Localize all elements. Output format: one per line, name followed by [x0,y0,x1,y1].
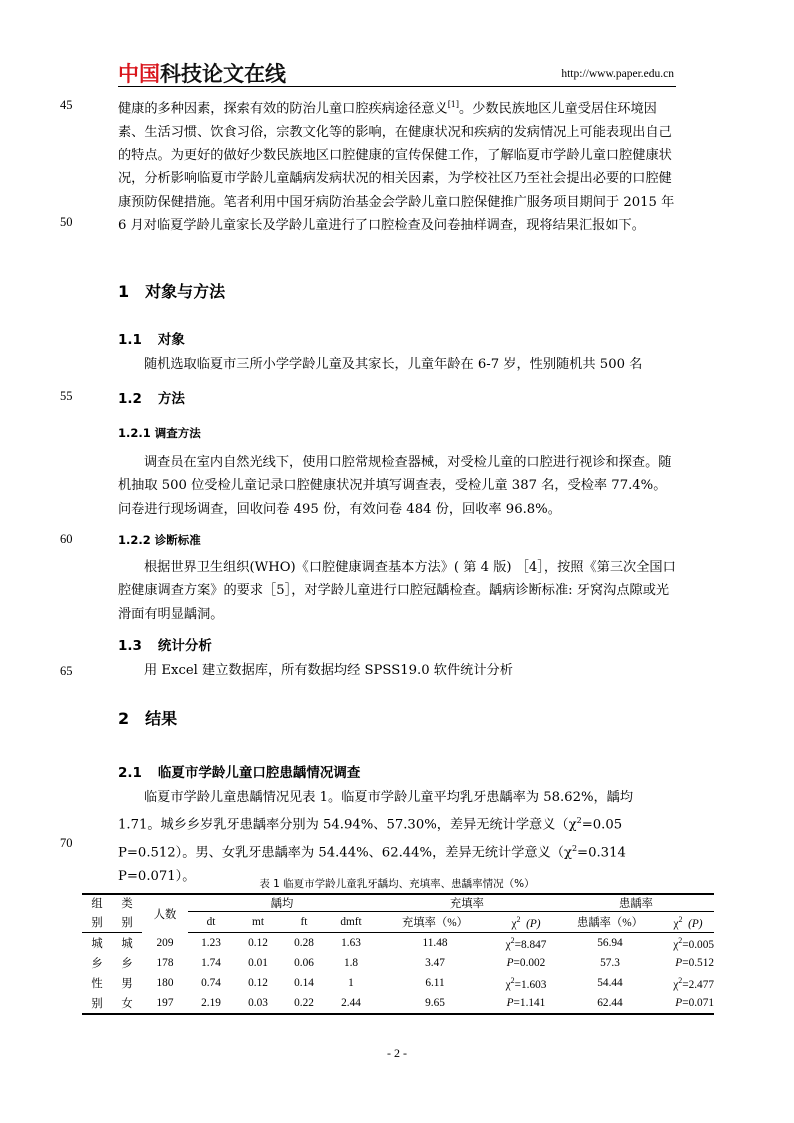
section-1-2-heading [118,387,185,407]
superscript: 2 [516,914,521,924]
page-header [118,56,676,87]
superscript: 2 [510,935,515,945]
stat-value: =8.847 [514,938,547,951]
cell-count: 209 [156,936,174,949]
results-text-c: =0.314 P=0.071）。 [118,845,626,884]
cell-group: 乡 [91,958,103,970]
section-1-3-heading [118,634,212,654]
section-1-1-paragraph: 随机选取临夏市三所小学学龄儿童及其家长，儿童年龄在 6-7 岁，性别随机共 500 名 [144,357,643,372]
stat-symbol: χ [505,978,511,991]
stat-value: =1.141 [513,997,546,1009]
header-rate-pct: 患龋率（%） [558,912,662,933]
section-number: 1.3 [118,638,142,654]
stat-symbol: P [506,997,514,1009]
section-number: 1.2.1 [118,426,151,440]
section-2-1-paragraph [118,786,678,888]
header-chi-fill [494,912,558,933]
section-title: 结果 [145,709,178,728]
cell-group: 城 [91,938,103,950]
intro-text-a: 健康的多种因素，探索有效的防治儿童口腔疾病途径意义 [118,101,448,117]
section-number: 1.1 [118,332,142,348]
cell-rate: 56.94 [597,937,623,949]
intro-text-b: 。少数民族地区儿童受居住环境因素、生活习惯、饮食习俗，宗教文化等的影响，在健康状况和疾病的发病情况上可能表现出自己的特点。为更好的做好少数民族地区口腔健康的宣传保健工作，了解临夏市学龄儿童口腔健康状况，分析影响临夏市学龄儿童龋病发病状况的相关因素，为学校社区乃至社会提出必要的口腔健康预防保健措施。笔者利用中国牙病防治基金会学龄儿童口腔保健推广服务项目期间于 2015 年 6 月对临夏学龄儿童家长及学龄儿童进行了口腔检查及问卷抽样调查，现将结果汇报如下。 [118,101,675,233]
stat-value: =1.603 [514,978,547,991]
cell-rate: 57.3 [600,957,620,969]
cell-rate: 54.44 [597,977,623,989]
cell-dt: 2.19 [188,993,234,1014]
table-row [82,953,714,973]
cell-category: 城 [121,938,133,950]
cell-category: 女 [112,993,142,1014]
section-title: 统计分析 [157,638,212,654]
cell-dmft: 1.8 [343,957,359,969]
cell-dt: 1.23 [201,937,221,949]
section-number: 1 [118,282,130,301]
header-url[interactable]: http://www.paper.edu.cn [561,68,674,80]
header-chi-rate [662,912,714,933]
cell-group: 性 [91,978,103,990]
cell-rate-stat [662,953,714,973]
cell-fill-stat [494,953,558,973]
stat-symbol: P [675,957,683,969]
cell-ft: 0.14 [294,977,314,989]
header-category-2: 别 [112,912,142,933]
cell-count: 180 [156,977,174,989]
header-fill-rate: 充填率 [376,894,558,912]
section-1-3-paragraph: 用 Excel 建立数据库，所有数据均经 SPSS19.0 软件统计分析 [144,663,513,678]
cell-dmft: 2.44 [326,993,376,1014]
cell-mt: 0.01 [248,957,268,969]
cell-count: 197 [142,993,188,1014]
cell-ft: 0.28 [294,937,314,949]
header-fill-pct: 充填率（%） [376,912,494,933]
cell-fill-stat [494,973,558,993]
logo-red-text: 中国 [118,62,160,86]
cell-rate-stat [662,993,714,1014]
cell-dmft: 1.63 [341,937,361,949]
section-number: 2.1 [118,765,142,781]
header-dt: dt [188,912,234,933]
p-label: (P) [688,917,703,930]
chi-symbol: χ [673,917,679,930]
superscript: 2 [576,816,582,826]
section-title: 对象 [157,332,185,348]
logo-black-text: 科技论文在线 [160,62,286,86]
section-2-1-heading [118,761,360,781]
section-title: 方法 [157,391,185,407]
cell-count: 178 [156,957,174,969]
header-ft: ft [282,912,326,933]
stat-symbol: P [675,997,683,1009]
header-group: 组 [82,894,112,912]
header-caries-mean: 龋均 [188,894,376,912]
section-1-1-heading [118,328,185,348]
cell-fill: 9.65 [376,993,494,1014]
cell-group: 别 [82,993,112,1014]
cell-dt: 1.74 [201,957,221,969]
table-row [82,993,714,1014]
results-text-a: 临夏市学龄儿童患龋情况见表 1。临夏市学龄儿童平均乳牙患龋率为 58.62%，龋均 1.71。城乡乡岁乳牙患龋率分别为 54.94%、57.30%，差异无统计学意义（χ [118,790,634,833]
section-1-2-1-heading [118,425,201,441]
superscript: 2 [510,975,515,985]
stat-symbol: χ [673,978,679,991]
cell-mt: 0.12 [248,937,268,949]
stat-symbol: χ [505,938,511,951]
cell-rate-stat [662,933,714,954]
stat-value: =0.071 [682,997,714,1009]
journal-logo [118,58,286,88]
superscript: 2 [571,843,578,853]
intro-paragraph [118,93,678,237]
stat-value: =0.005 [682,938,714,951]
stat-value: =0.512 [682,957,714,969]
cell-mt: 0.12 [248,977,268,989]
page-number: - 2 - [387,1046,407,1060]
section-title: 诊断标准 [154,533,201,547]
header-mt: mt [234,912,282,933]
line-number-70: 70 [60,836,73,850]
cell-fill-stat [494,993,558,1014]
cell-ft: 0.06 [294,957,314,969]
cell-fill: 3.47 [425,957,445,969]
line-number-50: 50 [60,215,73,229]
cell-fill: 11.48 [422,937,448,949]
header-dmft: dmft [326,912,376,933]
section-title: 对象与方法 [145,282,226,301]
section-number: 2 [118,709,130,728]
header-category: 类 [112,894,142,912]
cell-fill: 6.11 [425,977,445,989]
superscript: 2 [678,914,683,924]
citation-1[interactable]: [1] [447,100,460,109]
stat-symbol: P [506,957,514,969]
cell-mt: 0.03 [234,993,282,1014]
cell-rate: 62.44 [558,993,662,1014]
table-header-row-1 [82,894,714,912]
cell-dmft: 1 [348,977,354,989]
section-1-2-2-paragraph: 根据世界卫生组织(WHO)《口腔健康调查基本方法》( 第 4 版) ［4］，按照《第三次全国口腔健康调查方案》的要求［5］，对学龄儿童进行口腔冠龋检查。龋病诊断标准: 牙窝沟点隙或光滑面有明显龋洞。 [118,560,676,622]
superscript: 2 [678,975,683,985]
header-group-2: 别 [82,912,112,933]
cell-category: 乡 [121,958,133,970]
cell-rate-stat [662,973,714,993]
section-title: 临夏市学龄儿童口腔患龋情况调查 [157,765,361,781]
section-2-heading [118,706,177,729]
section-number: 1.2 [118,391,142,407]
table-caption: 表 1 临夏市学龄儿童乳牙龋均、充填率、患龋率情况（%） [259,878,535,890]
header-caries-rate: 患龋率 [558,894,714,912]
stat-value: =2.477 [682,978,714,991]
section-1-heading [118,279,225,302]
section-title: 调查方法 [154,426,201,440]
table-row [82,933,714,954]
p-label: (P) [526,917,541,930]
section-1-2-2-heading [118,532,201,548]
line-number-45: 45 [60,98,73,112]
caries-table [82,893,714,1015]
superscript: 2 [678,935,683,945]
cell-category: 男 [121,978,133,990]
cell-ft: 0.22 [282,993,326,1014]
line-number-55: 55 [60,389,73,403]
cell-dt: 0.74 [201,977,221,989]
cell-fill-stat [494,933,558,954]
line-number-60: 60 [60,532,73,546]
section-number: 1.2.2 [118,533,151,547]
chi-symbol: χ [511,917,517,930]
line-number-65: 65 [60,664,73,678]
section-1-2-1-paragraph: 调查员在室内自然光线下，使用口腔常规检查器械，对受检儿童的口腔进行视诊和探查。随机抽取 500 位受检儿童记录口腔健康状况并填写调查表，受检儿童 387 名，受检率 77.4%。问卷进行现场调查，回收问卷 495 份，有效问卷 484 份，回收率 96.8%。 [118,455,672,517]
stat-value: =0.002 [513,957,546,969]
results-text-b: =0.05 P=0.512）。男、女乳牙患龋率为 54.44%、62.44%，差异无统计学意义（χ [118,817,623,861]
stat-symbol: χ [673,938,679,951]
table-row [82,973,714,993]
header-count: 人数 [142,894,188,933]
